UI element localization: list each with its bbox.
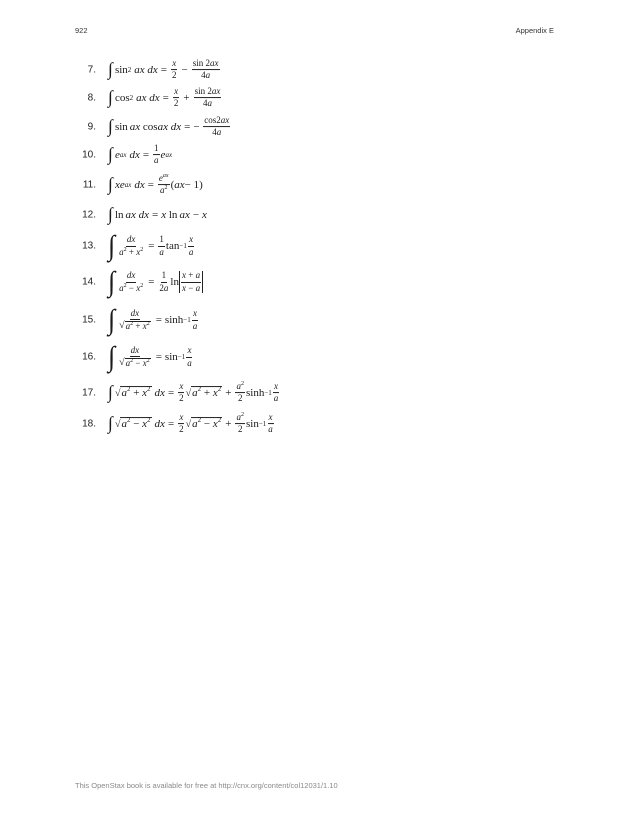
formula-number: 16. <box>82 351 96 363</box>
formula-row <box>0 60 630 80</box>
formula-row <box>0 383 630 403</box>
formula-row <box>0 229 630 262</box>
formula-number: 14. <box>82 276 96 288</box>
formula: ∫ dx √ $a^2 - x^2$ = sin −1 $\frac{x}{a}$ <box>108 340 192 373</box>
formula-number: 11. <box>82 179 96 191</box>
footer-attribution: This OpenStax book is available for free at http://cnx.org/content/col12031/1.10 <box>75 781 338 790</box>
formula-number: 7. <box>87 64 96 76</box>
formula-row <box>0 340 630 373</box>
formula-number: 13. <box>82 240 96 252</box>
formula: ∫ ln ax dx = x ln ax − x <box>108 204 207 224</box>
formula: ∫ sin 2 ax dx = $\frac{x}{2}$ − $\frac{\sin 2ax}{4a}$ <box>108 58 219 81</box>
formula-row <box>0 205 630 225</box>
formula-number: 8. <box>87 92 96 104</box>
formula-row <box>0 265 630 298</box>
formula: ∫ $\frac{dx}{a^2 + x^2}$ = $\frac{1}{a}$ tan −1 $\frac{x}{a}$ <box>108 229 194 262</box>
formula: ∫ xe ax dx = $\frac{e^{ax}}{a^2}$ ( ax − 1) <box>108 173 203 196</box>
formula: ∫ √ $a^2 - x^2$ dx = $\frac{x}{2}$ √ $a^2 - x^2$ + $\frac{a^2}{2}$ sin −1 $\frac{x}{a}$ <box>108 412 273 435</box>
formula-row <box>0 88 630 108</box>
formula-row <box>0 303 630 336</box>
formula-number: 18. <box>82 418 96 430</box>
page-number: 922 <box>75 26 88 35</box>
formula-number: 10. <box>82 149 96 161</box>
formula-row <box>0 414 630 434</box>
formula-number: 12. <box>82 209 96 221</box>
formula: ∫ cos 2 ax dx = $\frac{x}{2}$ + $\frac{\sin 2ax}{4a}$ <box>108 86 221 109</box>
formula: ∫ dx √ $a^2 + x^2$ = sinh −1 $\frac{x}{a}$ <box>108 303 198 336</box>
formula: ∫ e ax dx = $\frac{1}{a}$ e ax <box>108 143 173 166</box>
formula-number: 17. <box>82 387 96 399</box>
formula: ∫ √ $a^2 + x^2$ dx = $\frac{x}{2}$ √ $a^2 + x^2$ + $\frac{a^2}{2}$ sinh −1 $\frac{x}{a}$ <box>108 381 279 404</box>
formula-number: 9. <box>87 121 96 133</box>
formula: ∫ sin ax cos ax dx = − $\frac{\cos 2ax}{4a}$ <box>108 115 230 138</box>
formula-row <box>0 145 630 165</box>
formula-row <box>0 117 630 137</box>
formula: ∫ $\frac{dx}{a^2 - x^2}$ = $\frac{1}{2a}$ ln $\frac{x + a}{x - a}$ <box>108 269 203 295</box>
formula-number: 15. <box>82 314 96 326</box>
running-header: Appendix E <box>515 26 554 35</box>
formula-row <box>0 175 630 195</box>
